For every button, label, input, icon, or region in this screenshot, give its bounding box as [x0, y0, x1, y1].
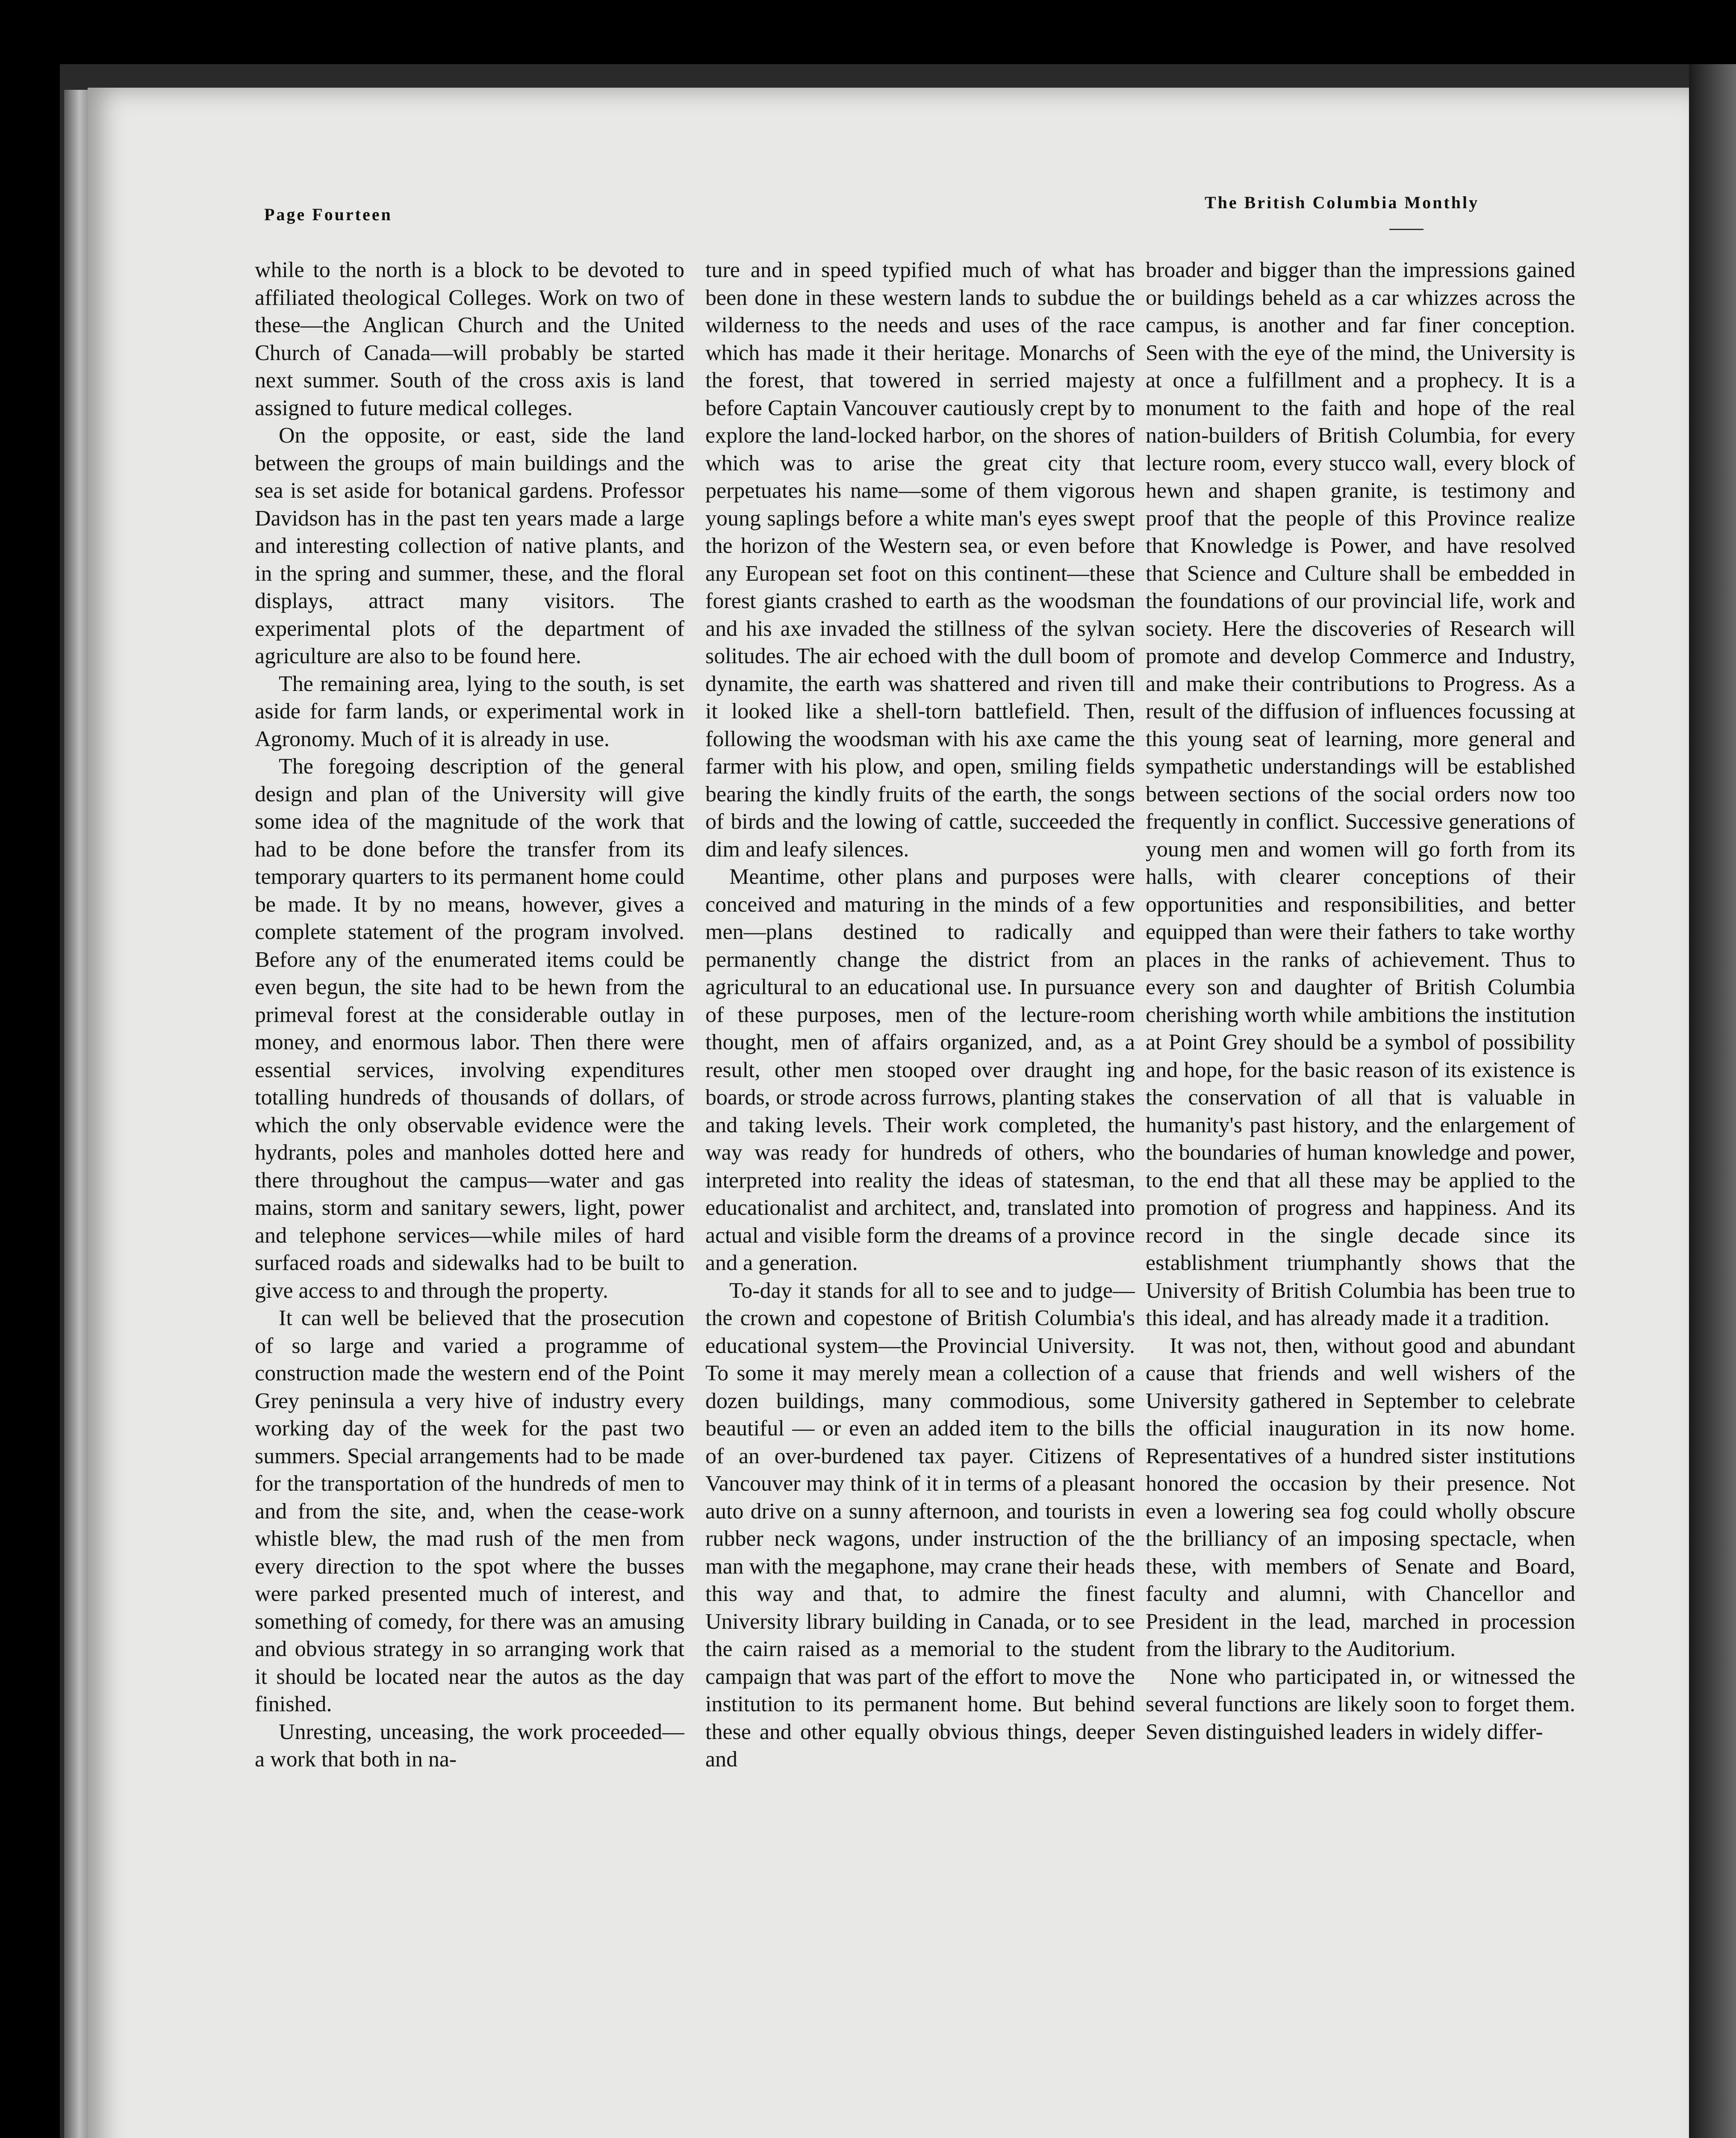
facing-page-edge: [1689, 64, 1736, 2138]
paragraph: Meantime, other plans and purposes were conceived and maturing in the minds of a few men—plans destined to radically and permanently change the district from an agricultural to an educational use. In pursuance of these purposes, men of the lecture-room thought, men of affairs organized, and, as a result, other men stooped over draught ing boards, or strode across furrows, planting stakes and taking levels. Their work completed, the way was ready for hundreds of others, who interpreted into reality the ideas of statesman, educationalist and architect, and, translated into actual and visible form the dreams of a province and a generation.: [705, 865, 1135, 1275]
magazine-title-header: The British Columbia Monthly: [1205, 193, 1480, 212]
paragraph: broader and bigger than the impressions gained or buildings beheld as a car whizzes across the campus, is another and far finer conception. Seen with the eye of the mind, the University is at once a fulfillment and a prophecy. It is a monument to the faith and hope of the real nation-builders of British Columbia, for every lecture room, every stucco wall, every block of hewn and shapen granite, is testimony and proof that the people of this Province realize that Knowledge is Power, and have resolved that Science and Culture shall be embedded in the foundations of our provincial life, work and society. Here the discoveries of Research will promote and develop Commerce and Industry, and make their contributions to Progress. As a result of the diffusion of influences focussing at this young seat of learning, more general and sympathetic understandings will be established between sections of the social orders now too frequently in conflict. Successive generations of young men and women will go forth from its halls, with clearer conceptions of their opportunities and responsibilities, and better equipped than were their fathers to take worthy places in the ranks of achievement. Thus to every son and daughter of British Columbia cherishing worth while ambitions the institution at Point Grey should be a symbol of possibility and hope, for the basic reason of its existence is the conservation of all that is valuable in humanity's past history, and the enlargement of the boundaries of human knowledge and power, to the end that all these may be applied to the promotion of progress and happiness. And its record in the single decade since its establishment triumphantly shows that the University of British Columbia has been true to this ideal, and has already made it a tradition.: [1146, 258, 1575, 1330]
paragraph: None who participated in, or witnessed the several functions are likely soon to forget them. Seven distinguished leaders in widely differ-: [1146, 1664, 1575, 1744]
paragraph: Unresting, unceasing, the work proceeded—a work that both in na-: [255, 1719, 684, 1772]
paragraph: It can well be believed that the prosecution of so large and varied a programme of construction made the western end of the Point Grey peninsula a very hive of industry every working day of the week for the past two summers. Special arrangements had to be made for the transportation of the hundreds of men to and from the site, and, when the cease-work whistle blew, the mad rush of the men from every direction to the spot where the busses were parked presented much of interest, and something of comedy, for there was an amusing and obvious strategy in so arranging work that it should be located near the autos as the day finished.: [255, 1306, 684, 1716]
paragraph: The remaining area, lying to the south, is set aside for farm lands, or experimental work in Agronomy. Much of it is already in use.: [255, 671, 684, 751]
text-column-1: [255, 257, 684, 2138]
paragraph: ture and in speed typified much of what has been done in these western lands to subdue the wilderness to the needs and uses of the race which has made it their heritage. Monarchs of the forest, that towered in serried majesty before Captain Vancouver cautiously crept by to explore the land-locked harbor, on the shores of which was to arise the great city that perpetuates his name—some of them vigorous young saplings before a white man's eyes swept the horizon of the Western sea, or even before any European set foot on this continent—these forest giants crashed to earth as the woodsman and his axe invaded the stillness of the sylvan solitudes. The air echoed with the dull boom of dynamite, the earth was shattered and riven till it looked like a shell-torn battlefield. Then, following the woodsman with his axe came the farmer with his plow, and open, smiling fields bearing the kindly fruits of the earth, the songs of birds and the lowing of cattle, succeeded the dim and leafy silences.: [705, 258, 1135, 862]
header-rule: [1389, 229, 1424, 230]
paragraph: It was not, then, without good and abundant cause that friends and well wishers of the University gathered in September to celebrate the official inauguration in its now home. Representatives of a hundred sister institutions honored the occasion by their presence. Not even a lowering sea fog could wholly obscure the brilliancy of an imposing spectacle, when these, with members of Senate and Board, faculty and alumni, with Chancellor and President in the lead, marched in procession from the library to the Auditorium.: [1146, 1333, 1575, 1661]
paragraph: while to the north is a block to be devoted to affiliated theological Colleges. Work on two of these—the Anglican Church and the United Church of Canada—will probably be started next summer. South of the cross axis is land assigned to future medical colleges.: [255, 258, 684, 420]
paragraph: On the opposite, or east, side the land between the groups of main buildings and the sea is set aside for botanical gardens. Professor Davidson has in the past ten years made a large and interesting collection of native plants, and in the spring and summer, these, and the floral displays, attract many visitors. The experimental plots of the department of agriculture are also to be found here.: [255, 423, 684, 668]
paragraph: The foregoing description of the general design and plan of the University will give some idea of the magnitude of the work that had to be done before the transfer from its temporary quarters to its permanent home could be made. It by no means, however, gives a complete statement of the program involved. Before any of the enumerated items could be even begun, the site had to be hewn from the primeval forest at the considerable outlay in money, and enormous labor. Then there were essential services, involving expenditures totalling hundreds of thousands of dollars, of which the only observable evidence were the hydrants, poles and manholes dotted here and there throughout the campus—water and gas mains, storm and sanitary sewers, light, power and telephone services—while miles of hard surfaced roads and sidewalks had to be built to give access to and through the property.: [255, 754, 684, 1303]
text-column-2: [705, 257, 1135, 2138]
page-number-header: Page Fourteen: [264, 205, 392, 224]
paragraph: To-day it stands for all to see and to judge—the crown and copestone of British Columbia's educational system—the Provincial University. To some it may merely mean a collection of a dozen buildings, many commodious, some beautiful — or even an added item to the bills of an over-burdened tax payer. Citizens of Vancouver may think of it in terms of a pleasant auto drive on a sunny afternoon, and tourists in rubber neck wagons, under instruction of the man with the megaphone, may crane their heads this way and that, to admire the finest University library building in Canada, or to see the cairn raised as a memorial to the student campaign that was part of the effort to move the institution to its permanent home. But behind these and other equally obvious things, deeper and: [705, 1278, 1135, 1772]
text-column-3: [1146, 257, 1575, 2138]
